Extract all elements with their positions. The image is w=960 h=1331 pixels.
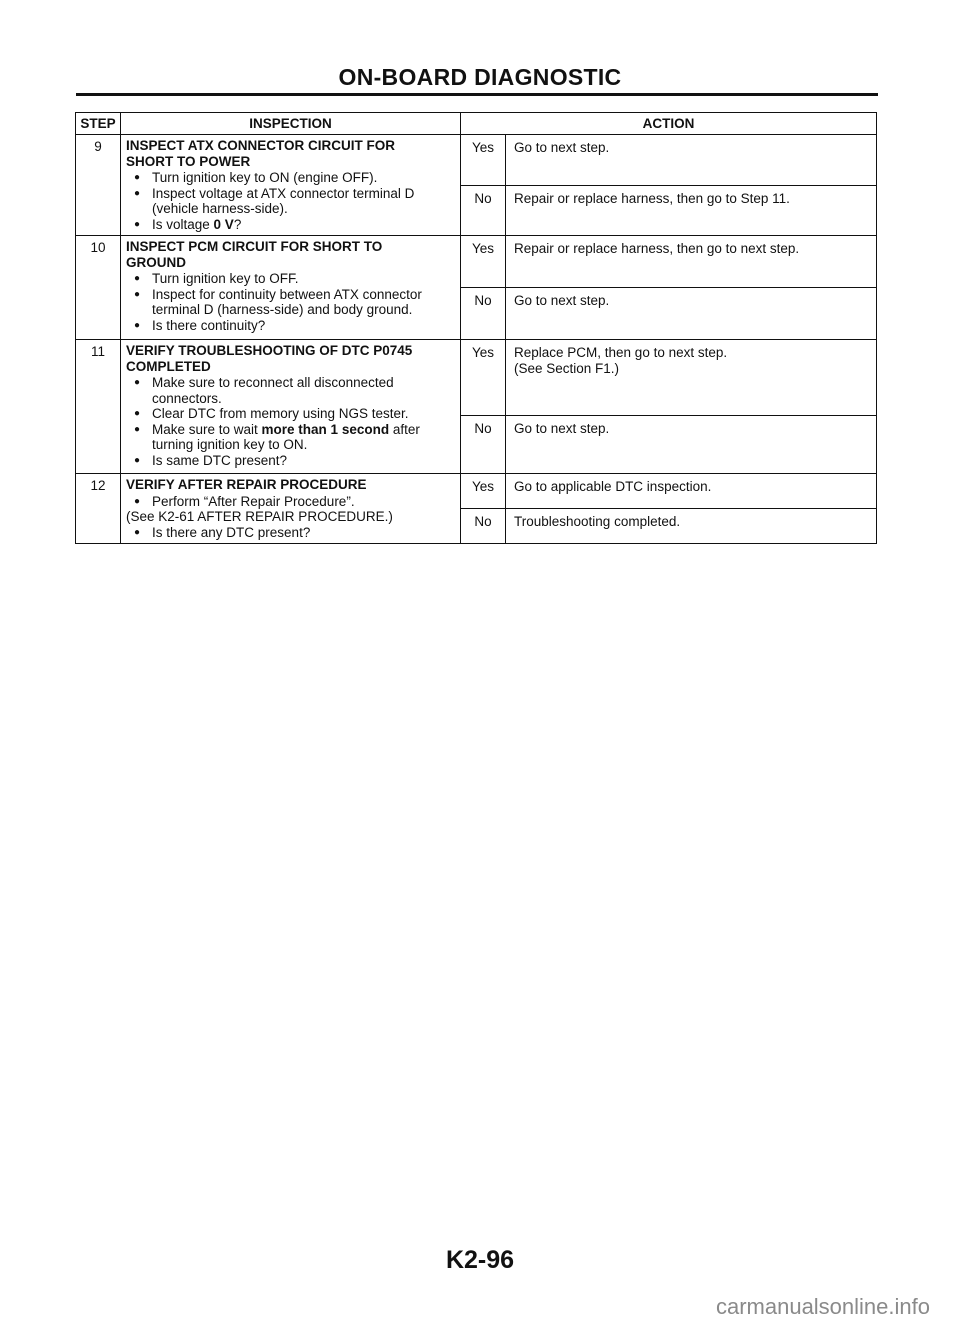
- answer-no: No: [461, 416, 506, 474]
- table-row: [76, 236, 877, 288]
- inspection-title: VERIFY TROUBLESHOOTING OF DTC P0745 COMPLETED: [126, 343, 413, 374]
- reference-note: (See K2-61 AFTER REPAIR PROCEDURE.): [126, 509, 393, 525]
- bullet-item: ● Inspect for continuity between ATX connector terminal D (harness-side) and body ground.: [126, 287, 456, 318]
- bullet-list: [126, 375, 456, 468]
- watermark: carmanualsonline.info: [715, 1294, 930, 1319]
- action-yes: Repair or replace harness, then go to next step.: [506, 236, 877, 288]
- title-rule: [76, 93, 878, 96]
- step-number: 10: [76, 236, 121, 340]
- page-title: ON-BOARD DIAGNOSTIC: [338, 64, 622, 90]
- bullet-item: ● Clear DTC from memory using NGS tester.: [126, 406, 456, 422]
- inspection-title: INSPECT ATX CONNECTOR CIRCUIT FOR SHORT TO POWER: [126, 138, 396, 169]
- bullet-list: [126, 170, 456, 232]
- step-number: 9: [76, 135, 121, 236]
- inspection-cell: [121, 474, 461, 544]
- action-yes: Go to applicable DTC inspection.: [506, 474, 877, 509]
- bullet-list: [126, 271, 456, 333]
- bullet-item: ● Turn ignition key to ON (engine OFF).: [126, 170, 456, 186]
- action-no: Go to next step.: [506, 288, 877, 340]
- step-number: 11: [76, 340, 121, 474]
- inspection-cell: [121, 236, 461, 340]
- answer-yes: Yes: [461, 474, 506, 509]
- bullet-item: ● Is there any DTC present?: [126, 525, 456, 541]
- step-number: 12: [76, 474, 121, 544]
- bullet-item: ● Is voltage 0 V?: [126, 217, 456, 233]
- diagnostic-table: [75, 112, 877, 544]
- bullet-list: [126, 494, 456, 510]
- action-no: Repair or replace harness, then go to Step 11.: [506, 185, 877, 236]
- bullet-item: ● Inspect voltage at ATX connector terminal D (vehicle harness-side).: [126, 186, 456, 217]
- action-no: Troubleshooting completed.: [506, 509, 877, 544]
- inspection-title: VERIFY AFTER REPAIR PROCEDURE: [126, 477, 367, 493]
- column-header-step: STEP: [76, 113, 121, 135]
- inspection-cell: [121, 135, 461, 236]
- action-no: Go to next step.: [506, 416, 877, 474]
- table-row: [76, 340, 877, 416]
- table-row: [76, 474, 877, 509]
- page-number: K2-96: [445, 1246, 515, 1274]
- answer-yes: Yes: [461, 340, 506, 416]
- action-yes: Go to next step.: [506, 135, 877, 186]
- inspection-title: INSPECT PCM CIRCUIT FOR SHORT TO GROUND: [126, 239, 383, 270]
- answer-no: No: [461, 185, 506, 236]
- answer-yes: Yes: [461, 135, 506, 186]
- bullet-item: ● Perform “After Repair Procedure”.: [126, 494, 456, 510]
- inspection-cell: [121, 340, 461, 474]
- answer-yes: Yes: [461, 236, 506, 288]
- bullet-item: ● Make sure to reconnect all disconnected connectors.: [126, 375, 456, 406]
- action-yes: Replace PCM, then go to next step. (See Section F1.): [506, 340, 877, 416]
- bullet-item: ● Is same DTC present?: [126, 453, 456, 469]
- bullet-item: ● Is there continuity?: [126, 318, 456, 334]
- bullet-list: [126, 525, 456, 541]
- bullet-item: ● Turn ignition key to OFF.: [126, 271, 456, 287]
- bullet-item: ● Make sure to wait more than 1 second after turning ignition key to ON.: [126, 422, 456, 453]
- answer-no: No: [461, 288, 506, 340]
- table-row: [76, 135, 877, 186]
- table-header-row: [76, 113, 877, 135]
- column-header-inspection: INSPECTION: [121, 113, 461, 135]
- column-header-action: ACTION: [461, 113, 877, 135]
- answer-no: No: [461, 509, 506, 544]
